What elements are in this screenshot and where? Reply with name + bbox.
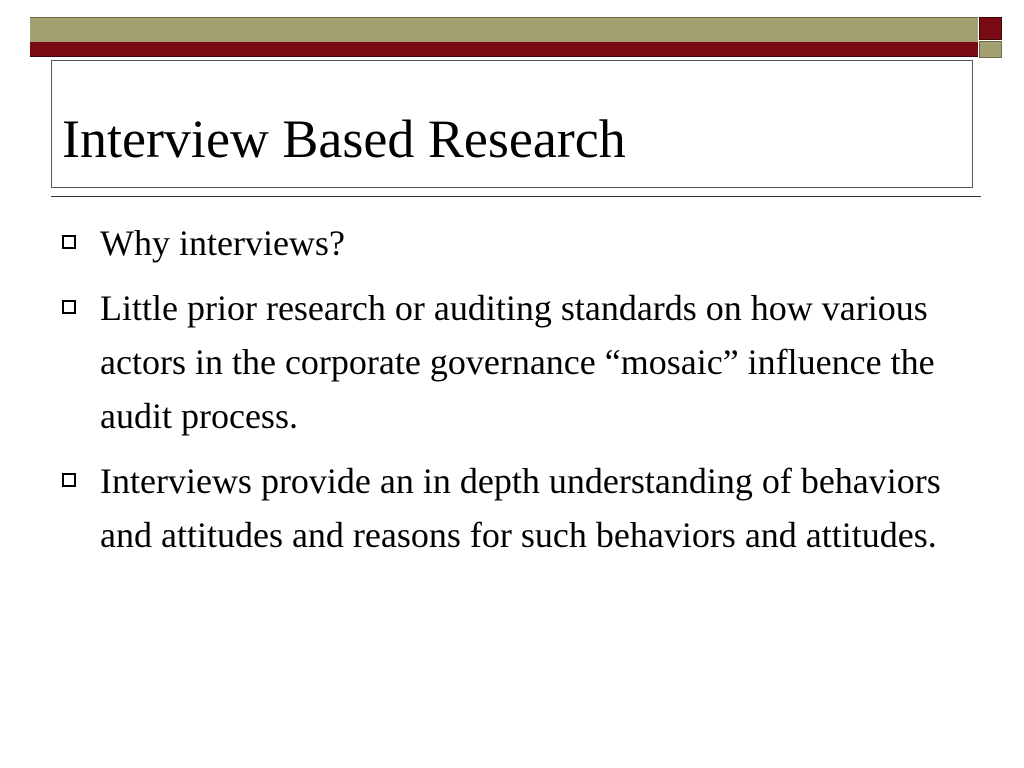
bullet-list	[62, 216, 972, 573]
hollow-square-bullet-icon	[62, 300, 76, 314]
bullet-item	[62, 216, 972, 270]
bullet-text: Why interviews?	[100, 223, 345, 263]
header-band-maroon	[30, 42, 978, 57]
bullet-item	[62, 281, 972, 443]
header-band-olive	[30, 17, 978, 43]
bullet-text: Interviews provide an in depth understanding of behaviors and attitudes and reasons for such behaviors and attitudes.	[100, 461, 941, 555]
bullet-text: Little prior research or auditing standards on how various actors in the corporate governance “mosaic” influence the audit process.	[100, 288, 935, 436]
bullet-item	[62, 454, 972, 562]
title-divider	[51, 196, 981, 197]
corner-square-maroon	[979, 17, 1002, 40]
corner-square-olive	[979, 41, 1002, 58]
slide-title: Interview Based Research	[62, 109, 626, 169]
hollow-square-bullet-icon	[62, 473, 76, 487]
hollow-square-bullet-icon	[62, 235, 76, 249]
